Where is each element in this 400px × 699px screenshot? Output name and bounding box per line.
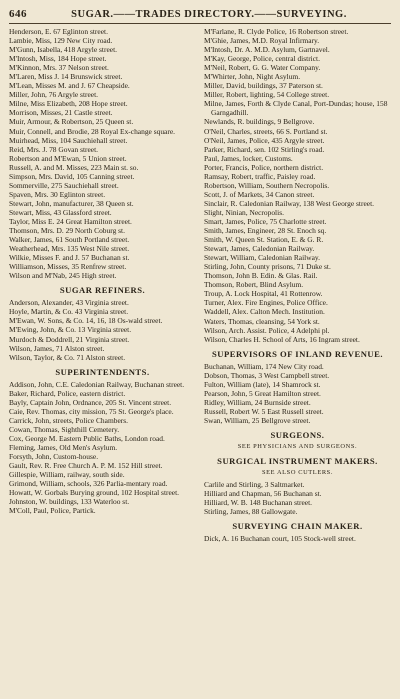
directory-entry: Fleming, James, Old Men's Asylum. [9, 442, 118, 452]
section-heading-surgical-instrument-makers: SURGICAL INSTRUMENT MAKERS. [217, 455, 378, 466]
directory-entry: Parker, Richard, sen. 102 Stirling's road. [204, 144, 325, 154]
directory-entry: M'Gunn, Isabella, 418 Argyle street. [9, 45, 117, 55]
directory-entry: Pearson, John, 5 Great Hamilton street. [204, 388, 321, 398]
columns [9, 24, 391, 543]
directory-entry: Hilliard and Chapman, 56 Buchanan st. [204, 489, 322, 499]
directory-entry: Smart, James, Police, 75 Charlotte street. [204, 216, 327, 226]
directory-entry: Morrison, Misses, 21 Castle street. [9, 108, 113, 118]
section-heading-supervisors: SUPERVISORS OF INLAND REVENUE. [211, 348, 383, 359]
directory-entry: Scott, J. of Markets, 34 Canon street. [204, 189, 315, 199]
directory-entry: M'Laren, Miss J. 14 Brunswick street. [9, 72, 123, 82]
directory-entry: Gillespie, William, railway, south side. [9, 470, 125, 480]
directory-entry: M'Kay, George, Police, central district. [204, 54, 320, 64]
directory-entry: Wilson and M'Nab, 245 High street. [9, 271, 117, 281]
directory-entry: Anderson, Alexander, 43 Virginia street. [9, 298, 129, 308]
directory-entry: Ramsay, Robert, traffic, Paisley road. [204, 171, 316, 181]
directory-entry: Addison, John, C.E. Caledonian Railway, Buchanan street. [9, 379, 185, 389]
directory-entry: M'Kinnon, Mrs. 37 Nelson street. [9, 63, 109, 73]
directory-entry: Walker, James, 61 South Portland street. [9, 235, 130, 245]
directory-entry: Sommerville, 275 Sauchiehall street. [9, 180, 119, 190]
directory-entry: Simpson, Mrs. David, 105 Canning street. [9, 171, 135, 181]
directory-entry: Troup, A. Lock Hospital, 41 Rottenrow. [204, 289, 323, 299]
directory-entry: Newlands, R. buildings, 9 Bellgrove. [204, 117, 315, 127]
directory-entry: Smith, W. Queen St. Station, E. & G. R. [204, 235, 324, 245]
directory-entry: Forsyth, John, Custom-house. [9, 452, 99, 462]
directory-entry: M'Ewing, John, & Co. 13 Virginia street. [9, 325, 132, 335]
directory-entry: Carrick, John, streets, Police Chambers. [9, 415, 128, 425]
right-column [204, 27, 391, 543]
directory-entry: Hoyle, Martin, & Co. 43 Virginia street. [9, 307, 129, 317]
directory-entry: Gault, Rev. R. Free Church A. P. M. 152 Hill street. [9, 461, 163, 471]
directory-entry: M'Neil, Robert, G. G. Water Company. [204, 63, 321, 73]
directory-entry: Milne, Miss Elizabeth, 208 Hope street. [9, 99, 128, 109]
surgical-instrument-makers-list [204, 480, 391, 516]
directory-entry: Russell, Robert W. 5 East Russell street. [204, 406, 324, 416]
directory-entry: Dick, A. 16 Buchanan court, 105 Stock-well street. [204, 534, 356, 544]
surgeons-cross-reference: SEE PHYSICIANS AND SURGEONS. [237, 442, 358, 450]
directory-entry: Henderson, E. 67 Eglinton street. [9, 27, 108, 36]
directory-entry: Fulton, William (late), 14 Shamrock st. [204, 379, 321, 389]
directory-entry: Murdoch & Doddrell, 21 Virginia street. [9, 334, 130, 344]
section-heading-surveying-chain-maker: SURVEYING CHAIN MAKER. [232, 521, 363, 532]
superintendents-list [9, 380, 196, 516]
section-heading-sugar-refiners: SUGAR REFINERS. [59, 285, 146, 296]
directory-entry: Robertson, William, Southern Necropolis. [204, 180, 330, 190]
directory-entry: Paul, James, locker, Customs. [204, 153, 293, 163]
directory-entry: Baker, Richard, Police, eastern district. [9, 388, 126, 398]
directory-entry: M'Intosh, Dr. A. M.D. Asylum, Gartnavel. [204, 45, 330, 55]
directory-entry: M'Whirter, John, Night Asylum. [204, 72, 301, 82]
directory-entry: Lambie, Miss, 129 New City road. [9, 36, 113, 46]
section-heading-superintendents: SUPERINTENDENTS. [55, 366, 150, 377]
directory-entry: Cowan, Thomas, Sighthill Cemetery. [9, 424, 120, 434]
section-heading-surgeons: SURGEONS. [270, 429, 325, 440]
directory-entry: Muir, Connell, and Brodie, 28 Royal Ex-change square. [9, 126, 175, 136]
directory-entry: Weatherhead, Mrs. 135 West Nile street. [9, 244, 130, 254]
directory-entry: Wilson, Arch. Assist. Police, 4 Adelphi pl. [204, 325, 330, 335]
directory-entry: Buchanan, William, 174 New City road. [204, 361, 324, 371]
directory-entry: Wilson, James, 71 Alston street. [9, 343, 105, 353]
directory-entry: Stewart, William, Caledonian Railway. [204, 253, 320, 263]
directory-entry: Robertson and M'Ewan, 5 Union street. [9, 153, 127, 163]
directory-entry: Turner, Alex. Fire Engines, Police Office. [204, 298, 328, 308]
directory-entry: O'Neil, Charles, streets, 66 S. Portland st. [204, 126, 328, 136]
directory-entry: M'Ewan, W. Sons, & Co. 14, 16, 18 Os-wald street. [9, 316, 163, 326]
directory-entry: Sinclair, R. Caledonian Railway, 138 West George street. [204, 198, 374, 208]
directory-entry: Thomson, Mrs. D. 29 North Coburg st. [9, 226, 125, 236]
directory-entry: Ridley, William, 24 Burnside street. [204, 397, 311, 407]
directory-entry: Carlile and Stirling, 3 Saltmarket. [204, 479, 305, 489]
directory-entry: Williamson, Misses, 35 Renfrew street. [9, 262, 127, 272]
superintendents-continued-list [204, 27, 391, 344]
directory-entry: Wilson, Charles H. School of Arts, 16 Ingram street. [204, 334, 360, 344]
directory-entry: Stewart, Miss, 43 Glassford street. [9, 207, 112, 217]
page-header [9, 8, 391, 24]
directory-entry: Johnston, W. buildings, 133 Waterloo st. [9, 497, 130, 507]
supervisors-list [204, 362, 391, 425]
directory-entry: M'Farlane, R. Clyde Police, 16 Robertson street. [204, 27, 349, 36]
directory-entry: Spaven, Mrs. 30 Eglinton street. [9, 189, 106, 199]
directory-entry: Swan, William, 25 Bellgrove street. [204, 415, 311, 425]
directory-entry: Milne, James, Forth & Clyde Canal, Port-Dundas; house, 158 Garngadhill. [204, 99, 388, 118]
directory-entry: M'Ghie, James, M.D. Royal Infirmary. [204, 36, 320, 46]
directory-entry: Stirling, James, 88 Gallowgate. [204, 507, 298, 517]
directory-entry: Muir, Armour, & Robertson, 25 Queen st. [9, 117, 134, 127]
directory-entry: Thomson, John B. Edin. & Glas. Rail. [204, 271, 318, 281]
directory-entry: Grimond, William, schools, 326 Parlia-mentary road. [9, 479, 168, 489]
directory-entry: Stewart, John, manufacturer, 38 Queen st. [9, 198, 134, 208]
directory-entry: Miller, Robert, lighting, 54 College street. [204, 90, 330, 100]
directory-entry: Miller, John, 76 Argyle street. [9, 90, 99, 100]
directory-entry: Hilliard, W. B. 148 Buchanan street. [204, 498, 313, 508]
directory-entry: Slight, Ninian, Necropolis. [204, 207, 284, 217]
sugar-refiners-list [9, 298, 196, 361]
directory-entry: O'Neil, James, Police, 435 Argyle street. [204, 135, 325, 145]
left-column [9, 27, 196, 543]
directory-entry: M'Coll, Paul, Police, Partick. [9, 506, 96, 516]
directory-entry: Wilson, Taylor, & Co. 71 Alston street. [9, 352, 126, 362]
directory-entry: Stewart, James, Caledonian Railway. [204, 244, 315, 254]
directory-entry: Bayly, Captain John, Ordnance, 205 St. Vincent street. [9, 397, 172, 407]
directory-entry: Smith, James, Engineer, 28 St. Enoch sq. [204, 226, 327, 236]
directory-entry: Muirhead, Miss, 104 Sauchiehall street. [9, 135, 128, 145]
directory-entry: Miller, David, buildings, 37 Paterson st. [204, 81, 323, 91]
milliners-continued-list [9, 27, 196, 280]
surveying-chain-maker-list [204, 534, 391, 543]
directory-entry: Dobson, Thomas, 3 West Campbell street. [204, 370, 330, 380]
directory-entry: M'Lean, Misses M. and J. 67 Cheapside. [9, 81, 130, 91]
directory-entry: Wilkie, Misses F. and J. 57 Buchanan st. [9, 253, 130, 263]
directory-entry: Russell, A. and M. Misses, 223 Main st. so. [9, 162, 139, 172]
directory-entry: Howatt, W. Gorbals Burying ground, 102 Hospital street. [9, 488, 180, 498]
directory-entry: Stirling, John, County prisons, 71 Duke st. [204, 262, 331, 272]
directory-entry: Taylor, Miss E. 24 Great Hamilton street. [9, 216, 132, 226]
directory-entry: Cox, George M. Eastern Public Baths, London road. [9, 433, 165, 443]
directory-entry: Waddell, Alex. Calton Mech. Institution. [204, 307, 325, 317]
surgical-instrument-cross-reference: SEE ALSO CUTLERS. [261, 468, 334, 476]
directory-entry: M'Intosh, Miss, 184 Hope street. [9, 54, 107, 64]
page-number: 646 [9, 8, 27, 20]
directory-entry: Porter, Francis, Police, northern district. [204, 162, 324, 172]
directory-entry: Reid, Mrs. J. 78 Govan street. [9, 144, 99, 154]
running-title: SUGAR.——TRADES DIRECTORY.——SURVEYING. [71, 9, 347, 20]
directory-entry: Waters, Thomas, cleansing, 54 York st. [204, 316, 320, 326]
directory-entry: Caie, Rev. Thomas, city mission, 75 St. George's place. [9, 406, 174, 416]
directory-entry: Thomson, Robert, Blind Asylum. [204, 280, 304, 290]
